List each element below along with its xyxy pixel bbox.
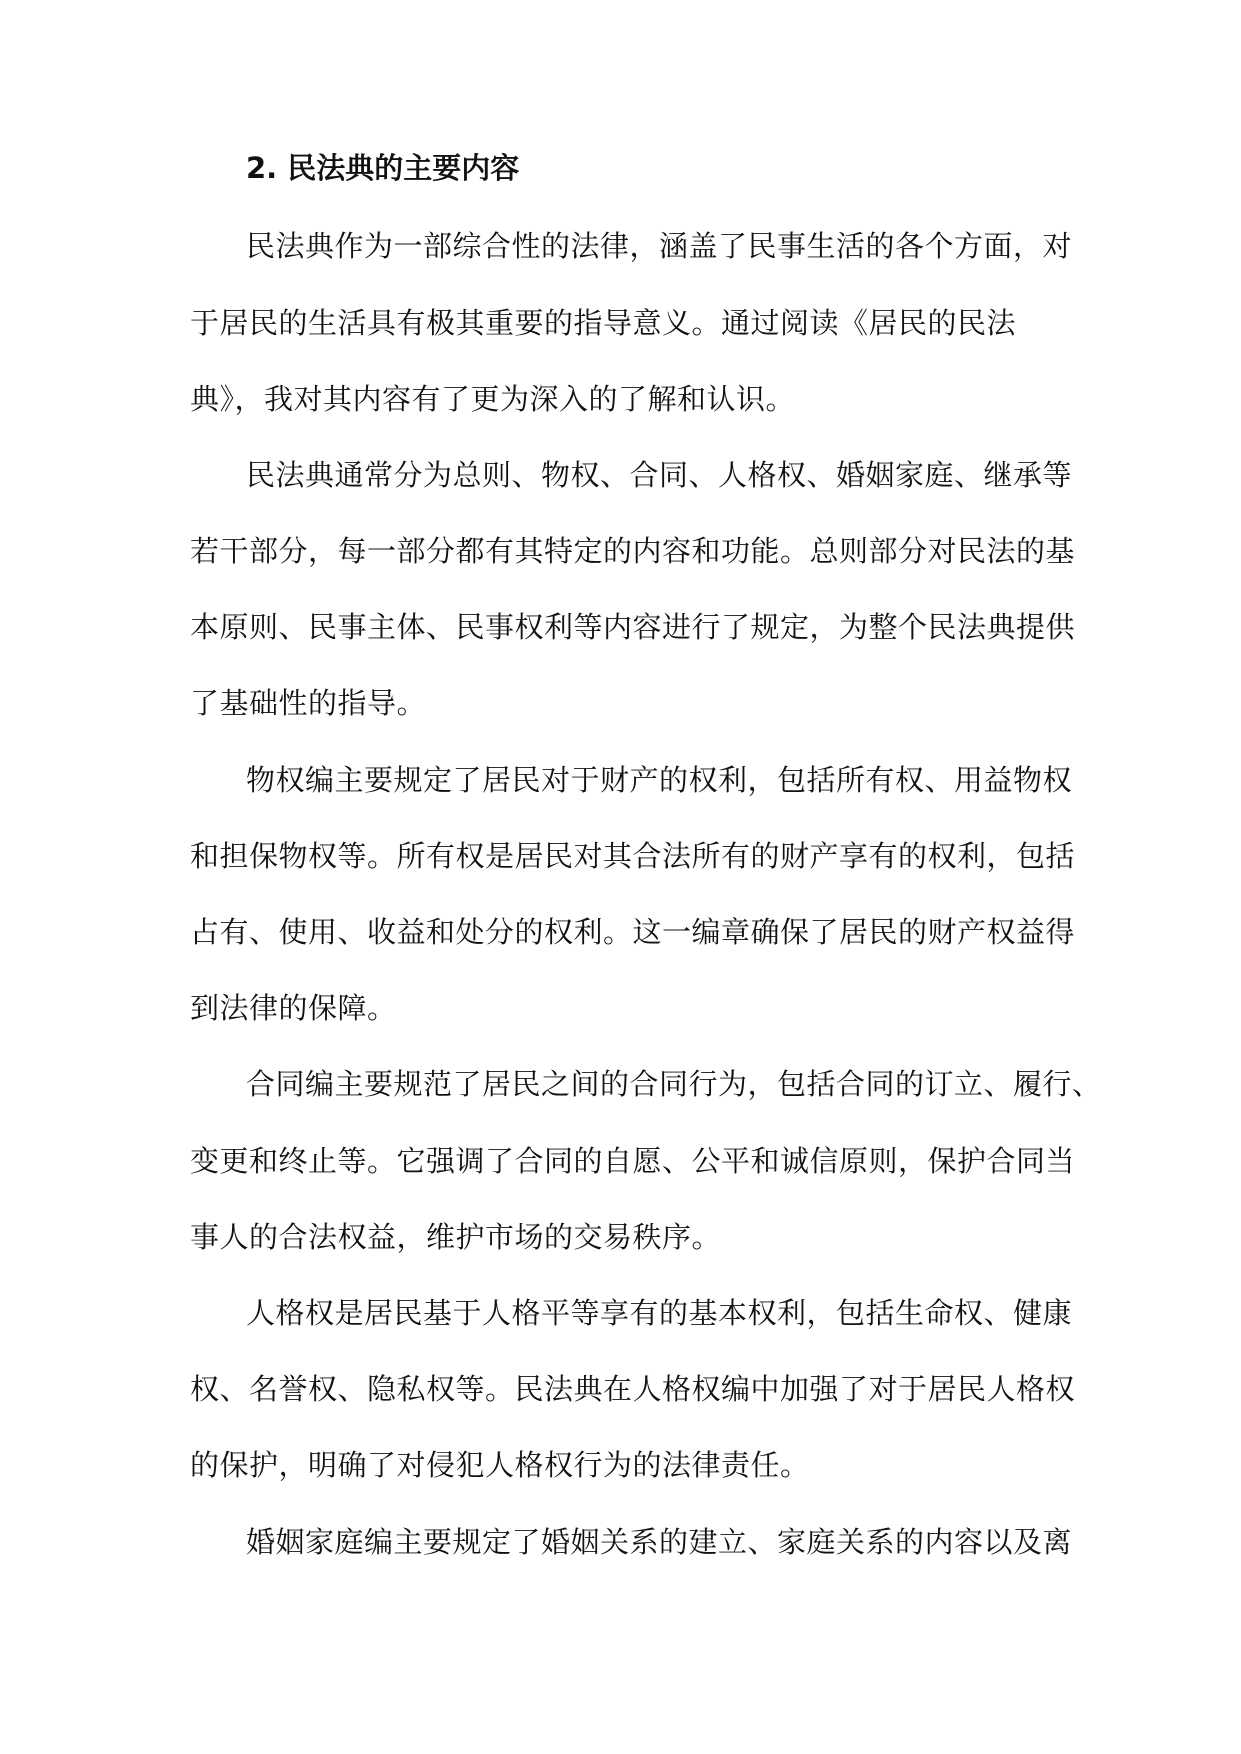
text-line: 若干部分，每一部分都有其特定的内容和功能。总则部分对民法的基 xyxy=(190,534,1076,568)
text-line: 于居民的生活具有极其重要的指导意义。通过阅读《居民的民法 xyxy=(190,306,1017,340)
text-line: 权、名誉权、隐私权等。民法典在人格权编中加强了对于居民人格权 xyxy=(190,1372,1076,1406)
text-line: 物权编主要规定了居民对于财产的权利，包括所有权、用益物权 xyxy=(246,763,1073,797)
text-line: 民法典作为一部综合性的法律，涵盖了民事生活的各个方面，对 xyxy=(246,229,1073,263)
text-line: 事人的合法权益，维护市场的交易秩序。 xyxy=(190,1220,722,1254)
text-line: 和担保物权等。所有权是居民对其合法所有的财产享有的权利，包括 xyxy=(190,839,1076,873)
text-line: 婚姻家庭编主要规定了婚姻关系的建立、家庭关系的内容以及离 xyxy=(246,1525,1073,1559)
text-line: 合同编主要规范了居民之间的合同行为，包括合同的订立、履行、 xyxy=(246,1067,1102,1101)
text-line: 人格权是居民基于人格平等享有的基本权利，包括生命权、健康 xyxy=(246,1296,1073,1330)
text-line: 变更和终止等。它强调了合同的自愿、公平和诚信原则，保护合同当 xyxy=(190,1144,1076,1178)
text-line: 到法律的保障。 xyxy=(190,991,397,1025)
section-heading xyxy=(246,148,519,188)
text-line: 占有、使用、收益和处分的权利。这一编章确保了居民的财产权益得 xyxy=(190,915,1076,949)
text-line: 了基础性的指导。 xyxy=(190,686,427,720)
text-line: 的保护，明确了对侵犯人格权行为的法律责任。 xyxy=(190,1448,810,1482)
text-line: 本原则、民事主体、民事权利等内容进行了规定，为整个民法典提供 xyxy=(190,610,1076,644)
text-line: 典》，我对其内容有了更为深入的了解和认识。 xyxy=(190,382,796,416)
text-line: 民法典通常分为总则、物权、合同、人格权、婚姻家庭、继承等 xyxy=(246,458,1073,492)
section-number: 2. xyxy=(246,151,278,185)
section-title: 民法典的主要内容 xyxy=(287,151,520,185)
